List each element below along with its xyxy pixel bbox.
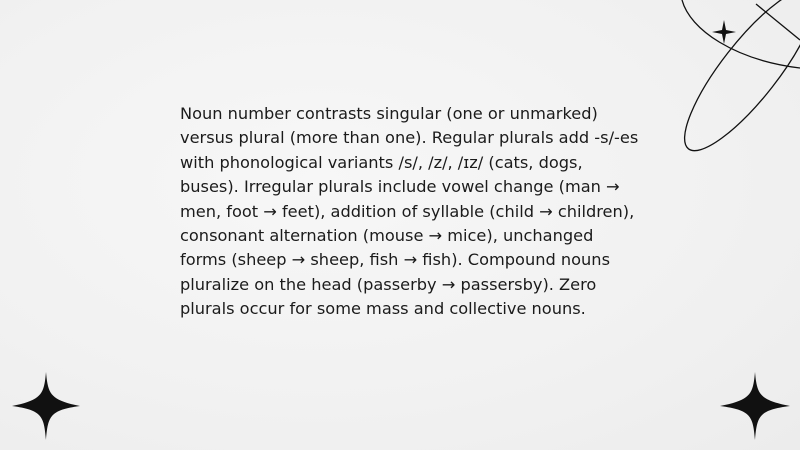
- four-point-star-icon: [720, 372, 790, 440]
- slide-body-text: Noun number contrasts singular (one or unmarked) versus plural (more than one). Regular plurals add -s/-es with phonological variants /s/, /z/, /ɪz/ (cats, dogs, buses). Irregular plurals include vowel change (man → men, foot → feet), addition of syllable (child → children), consonant alternation (mouse → mice), unchanged forms (sheep → sheep, fish → fish). Compound nouns pluralize on the head (passerby → passersby). Zero plurals occur for some mass and collective nouns.: [180, 104, 639, 319]
- four-point-star-icon: [12, 372, 80, 440]
- orbit-sparkle-icon: [660, 0, 800, 160]
